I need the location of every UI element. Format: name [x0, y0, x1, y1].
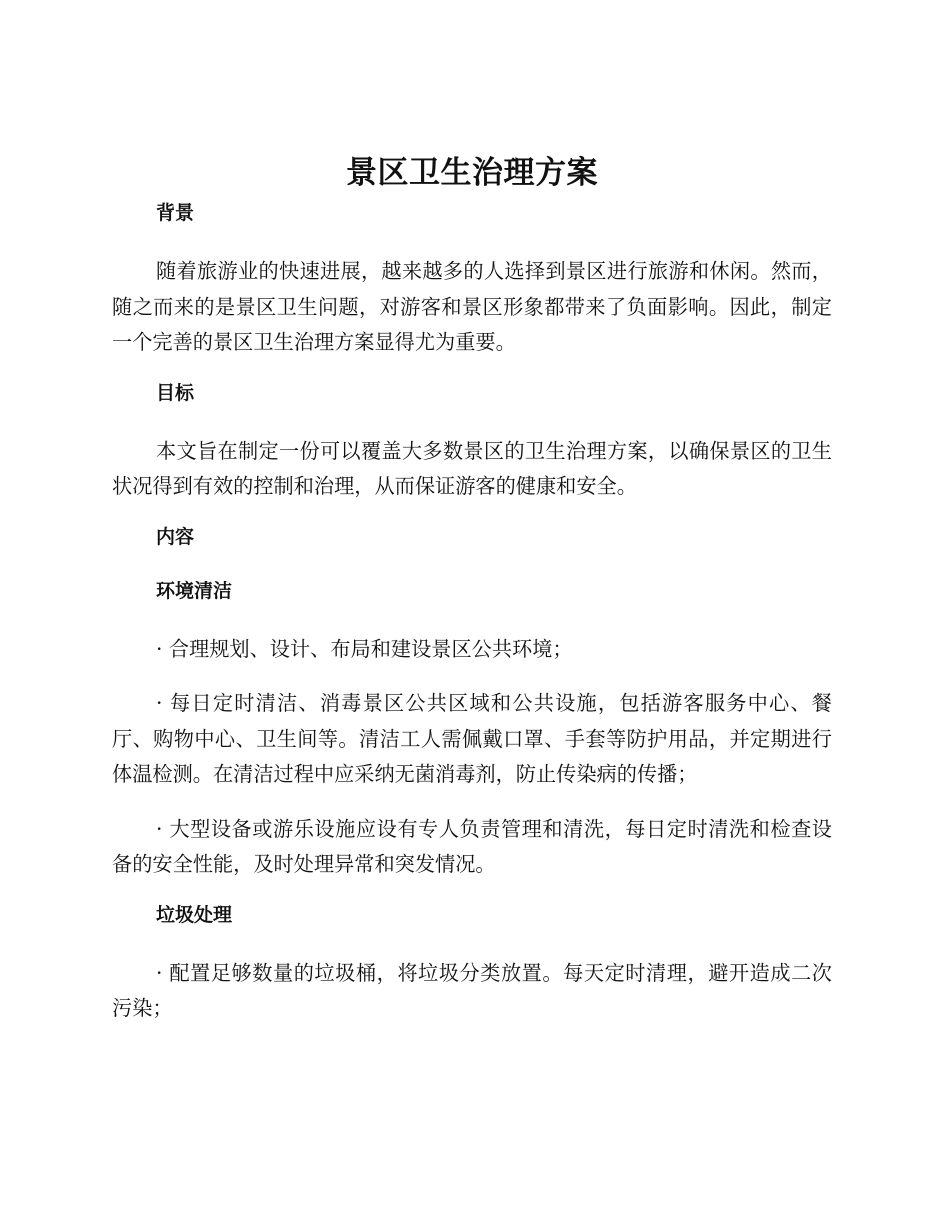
list-item: · 每日定时清洁、消毒景区公共区域和公共设施，包括游客服务中心、餐厅、购物中心、卫生间等。清洁工人需佩戴口罩、手套等防护用品，并定期进行体温检测。在清洁过程中应采纳无菌消毒剂，防止传染病的传播；	[112, 691, 832, 786]
section-heading-garbage-disposal: 垃圾处理	[156, 903, 233, 926]
section-heading-goal: 目标	[156, 381, 195, 404]
background-paragraph: 随着旅游业的快速进展，越来越多的人选择到景区进行旅游和休闲。然而，随之而来的是景区卫生问题，对游客和景区形象都带来了负面影响。因此，制定一个完善的景区卫生治理方案显得尤为重要。	[112, 259, 832, 354]
list-item: · 合理规划、设计、布局和建设景区公共环境；	[156, 636, 573, 661]
list-item: · 配置足够数量的垃圾桶，将垃圾分类放置。每天定时清理，避开造成二次污染；	[112, 960, 832, 1020]
document-title: 景区卫生治理方案	[346, 155, 598, 191]
goal-paragraph: 本文旨在制定一份可以覆盖大多数景区的卫生治理方案，以确保景区的卫生状况得到有效的控制和治理，从而保证游客的健康和安全。	[112, 438, 832, 498]
section-heading-content: 内容	[156, 525, 195, 548]
section-heading-environment-cleaning: 环境清洁	[156, 579, 233, 602]
section-heading-background: 背景	[156, 202, 195, 224]
document-body	[112, 150, 832, 1046]
list-item: · 大型设备或游乐设施应设有专人负责管理和清洗，每日定时清洗和检查设备的安全性能，及时处理异常和突发情况。	[112, 816, 832, 876]
